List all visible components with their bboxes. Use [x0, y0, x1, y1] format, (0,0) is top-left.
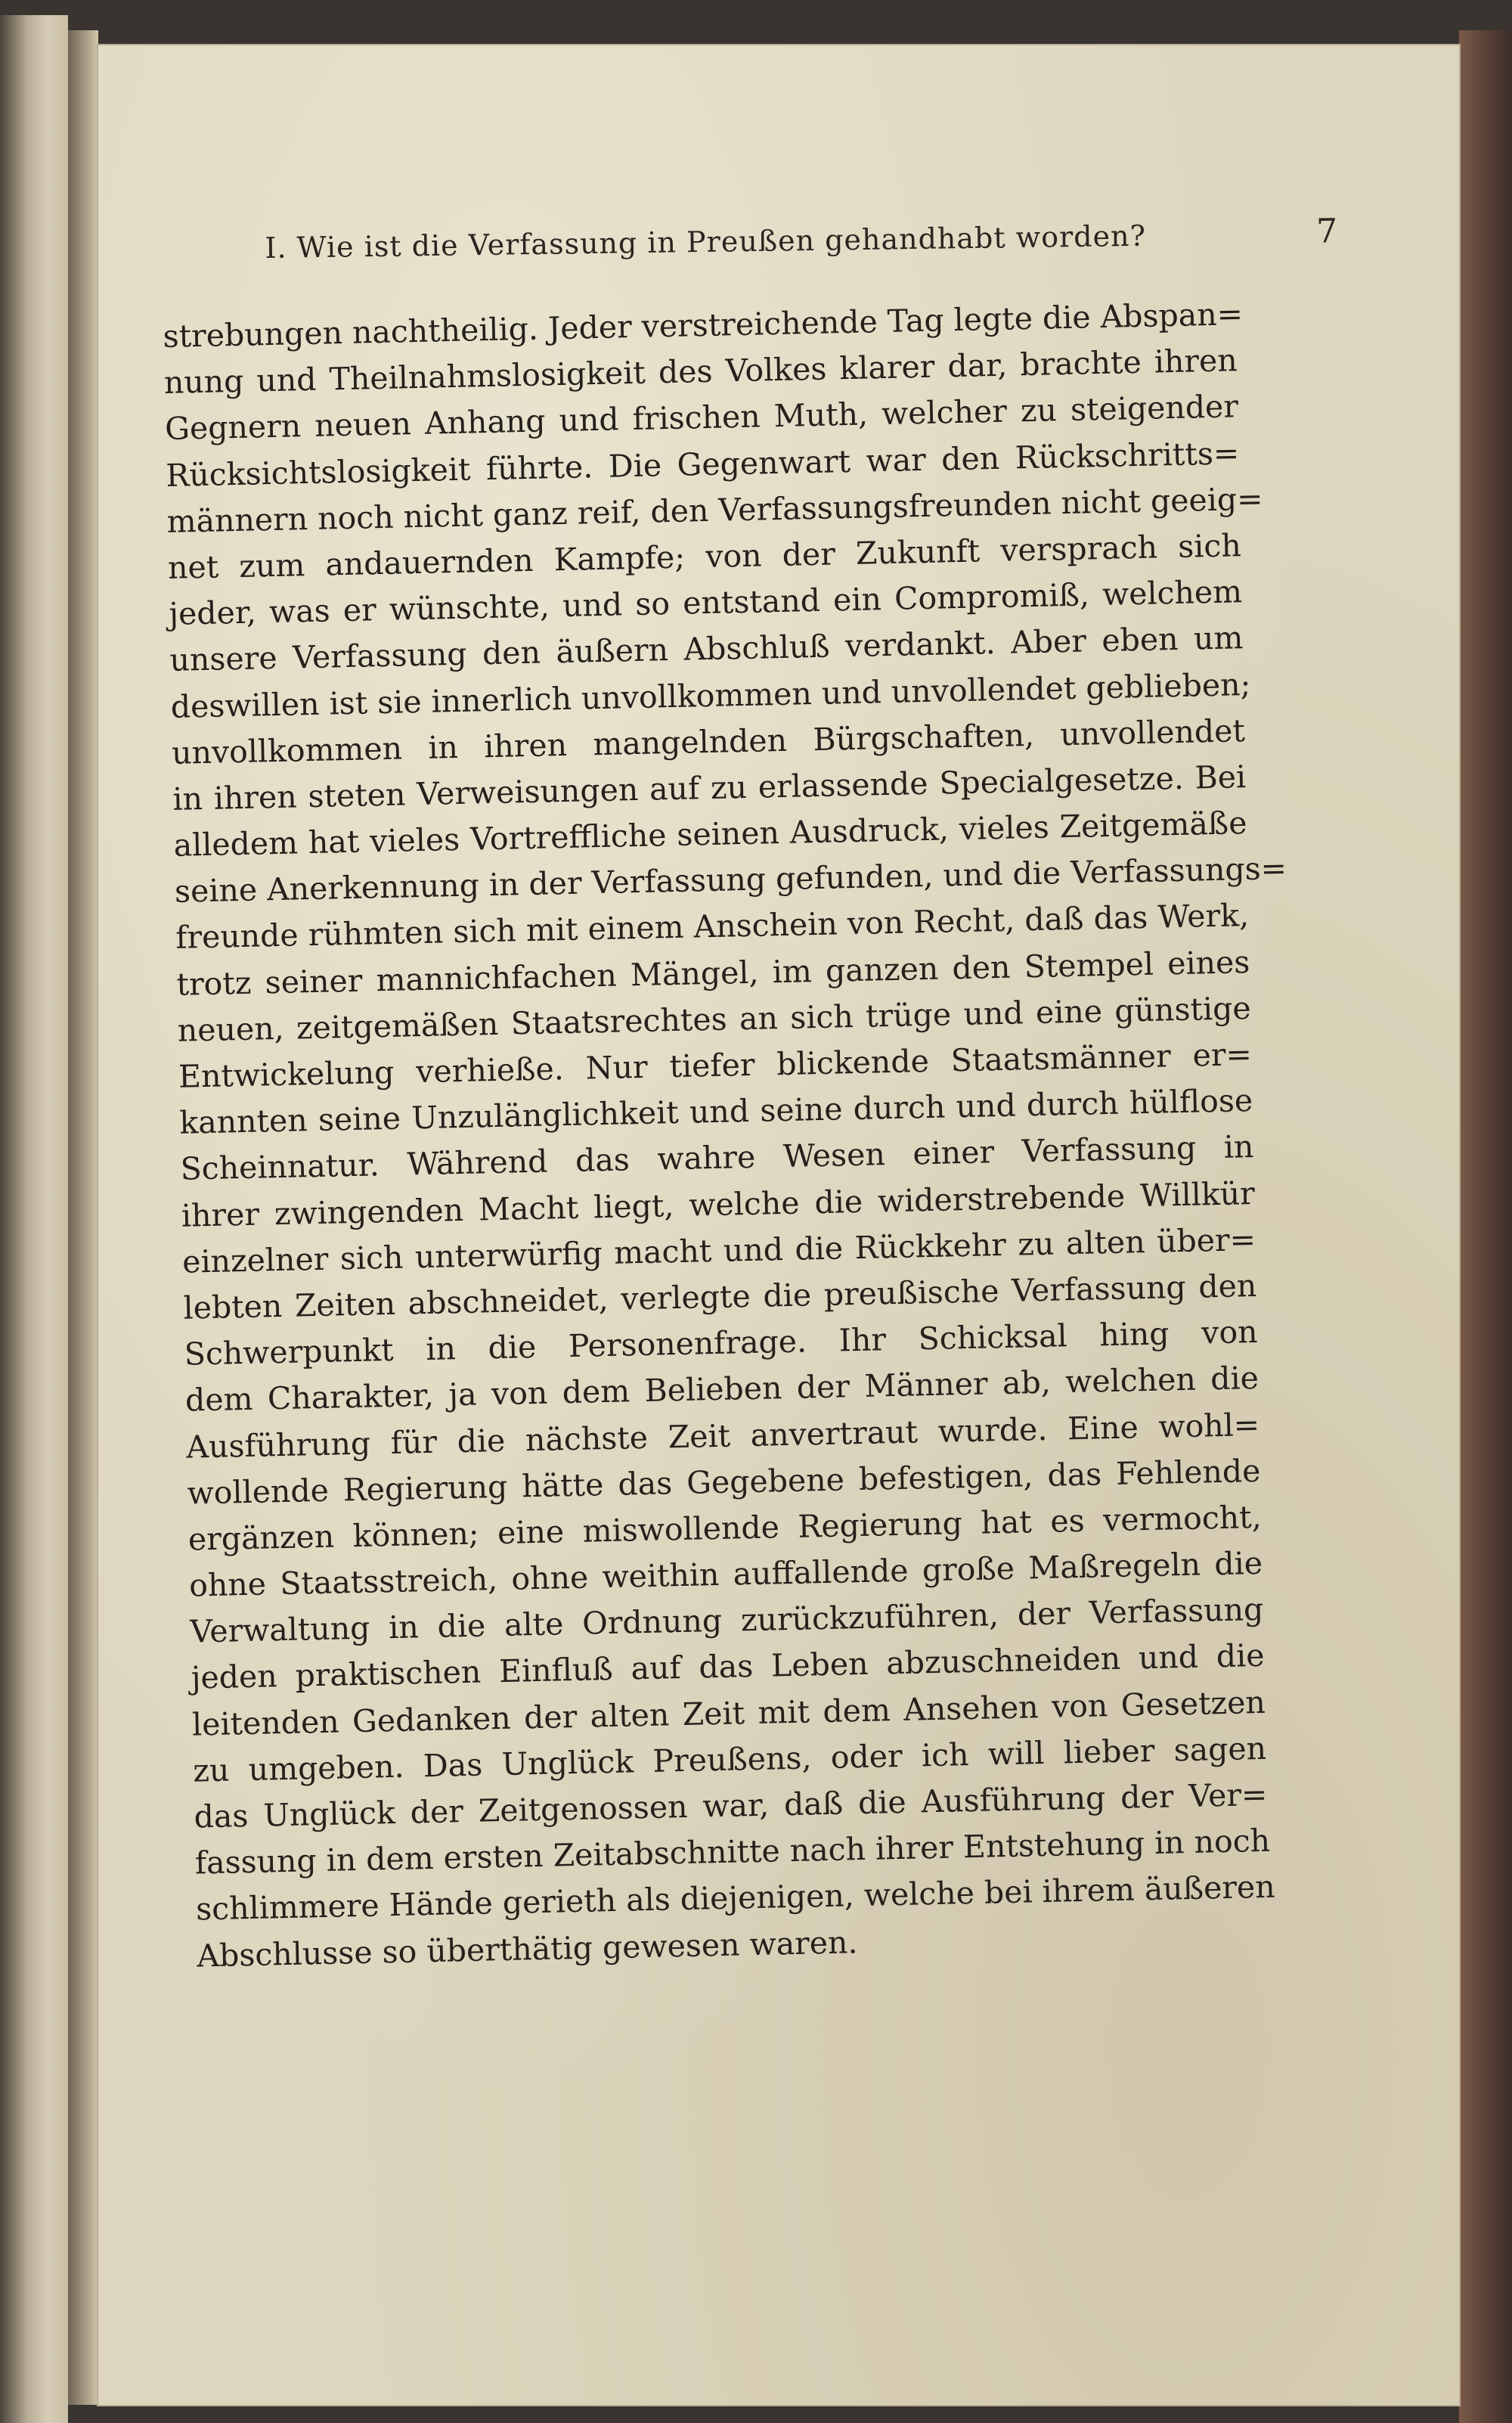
text-line: unsere Verfassung den äußern Abschluß verdankt. Aber eben um [169, 619, 1244, 679]
text-line: Entwickelung verhieße. Nur tiefer blickende Staatsmänner er= [178, 1036, 1253, 1095]
text-line: Rücksichtslosigkeit führte. Die Gegenwart war den Rückschritts= [165, 434, 1240, 494]
left-page-edge [0, 15, 68, 2423]
text-line-last: Abschlusse so überthätig gewesen waren. [196, 1923, 858, 1975]
text-line: männern noch nicht ganz reif, den Verfassungsfreunden nicht geeig= [166, 480, 1263, 540]
text-line: net zum andauernden Kampfe; von der Zukunft versprach sich [167, 527, 1242, 586]
text-line: schlimmere Hände gerieth als diejenigen, welche bei ihrem äußeren [195, 1869, 1276, 1928]
text-line: wollende Regierung hätte das Gegebene befestigen, das Fehlende [187, 1452, 1261, 1512]
page-number: 7 [1315, 212, 1339, 251]
text-line: ohne Staatsstreich, ohne weithin auffallende große Maßregeln die [188, 1544, 1263, 1604]
text-line: alledem hat vieles Vortreffliche seinen Ausdruck, vieles Zeitgemäße [173, 805, 1247, 864]
text-line: das Unglück der Zeitgenossen war, daß die Ausführung der Ver= [194, 1776, 1268, 1835]
book-gutter [68, 30, 98, 2405]
text-line: deswillen ist sie innerlich unvollkommen und unvollendet geblieben; [170, 665, 1251, 725]
text-line: Ausführung für die nächste Zeit anvertraut wurde. Eine wohl= [185, 1406, 1260, 1466]
text-line: freunde rühmten sich mit einem Anschein von Recht, daß das Werk, [175, 897, 1250, 957]
text-line: seine Anerkennung in der Verfassung gefunden, und die Verfassungs= [174, 850, 1287, 911]
book-cover-edge [1459, 30, 1512, 2423]
text-line: fassung in dem ersten Zeitabschnitte nach ihrer Entstehung in noch [194, 1822, 1271, 1882]
text-line: ihrer zwingenden Macht liegt, welche die widerstrebende Willkür [181, 1174, 1256, 1234]
text-line: Schwerpunkt in die Personenfrage. Ihr Schicksal hing von [184, 1314, 1259, 1373]
text-line: lebten Zeiten abschneidet, verlegte die preußische Verfassung den [183, 1267, 1257, 1326]
text-line: trotz seiner mannichfachen Mängel, im ganzen den Stempel eines [176, 943, 1250, 1003]
text-line: ergänzen können; eine miswollende Regierung hat es vermocht, [187, 1498, 1263, 1558]
text-line: in ihren steten Verweisungen auf zu erlassende Specialgesetze. Bei [172, 759, 1247, 817]
text-line: kannten seine Unzulänglichkeit und seine durch und durch hülflose [178, 1082, 1253, 1141]
text-line: leitenden Gedanken der alten Zeit mit dem Ansehen von Gesetzen [191, 1683, 1266, 1743]
text-line: jeder, was er wünschte, und so entstand ein Compromiß, welchem [168, 573, 1243, 633]
body-text [163, 291, 1287, 1979]
text-line: neuen, zeitgemäßen Staatsrechtes an sich trüge und eine günstige [177, 989, 1252, 1049]
text-line: dem Charakter, ja von dem Belieben der Männer ab, welchen die [184, 1360, 1259, 1419]
text-line: Scheinnatur. Während das wahre Wesen einer Verfassung in [180, 1128, 1254, 1188]
text-line: einzelner sich unterwürfig macht und die Rückkehr zu alten über= [181, 1221, 1256, 1280]
text-line: Verwaltung in die alte Ordnung zurückzuführen, der Verfassung [190, 1591, 1264, 1650]
text-line: nung und Theilnahmslosigkeit des Volkes klarer dar, brachte ihren [163, 342, 1238, 402]
text-line: strebungen nachtheilig. Jeder verstreichende Tag legte die Abspan= [163, 296, 1244, 355]
text-line: Gegnern neuen Anhang und frischen Muth, welcher zu steigender [164, 388, 1239, 448]
text-line: unvollkommen in ihren mangelnden Bürgschaften, unvollendet [171, 712, 1246, 771]
text-line: zu umgeben. Das Unglück Preußens, oder ich will lieber sagen [192, 1730, 1267, 1789]
text-line: jeden praktischen Einfluß auf das Leben abzuschneiden und die [191, 1637, 1265, 1697]
running-head-title: I. Wie ist die Verfassung in Preußen gehandhabt worden? [265, 219, 1147, 265]
